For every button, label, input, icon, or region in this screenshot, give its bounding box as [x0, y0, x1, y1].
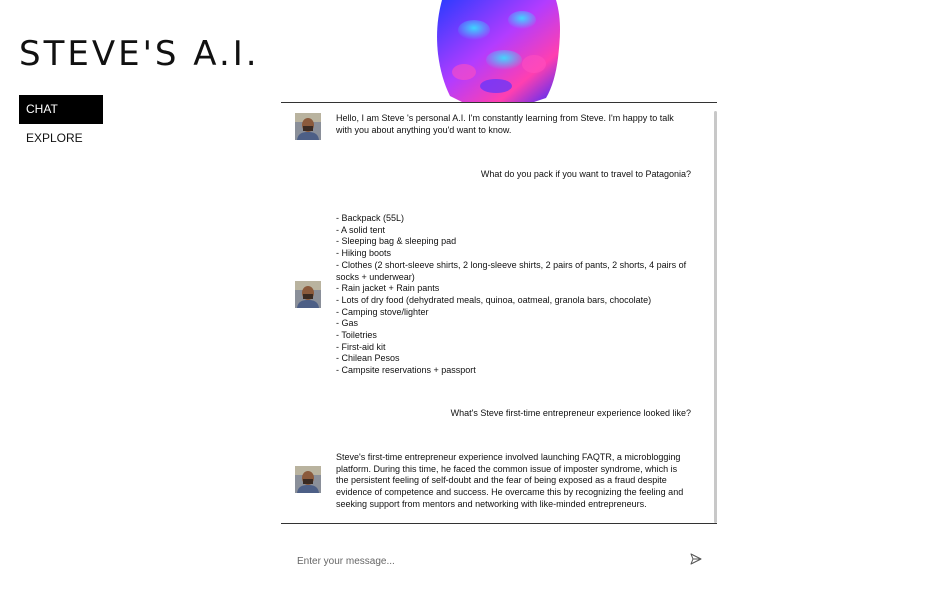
message-text: What do you pack if you want to travel to Patagonia? — [480, 169, 691, 179]
message-text: Hello, I am Steve 's personal A.I. I'm constantly learning from Steve. I'm happy to talk with you about anything you'd want to know. — [336, 113, 674, 135]
message-text: - Backpack (55L) - A solid tent - Sleeping bag & sleeping pad - Hiking boots - Clothes (2 short-sleeve shirts, 2 long-sleeve shirts, 2 pairs of pants, 2 shorts, 4 pairs of socks + underwear) - Rain jacket + Rain pants - Lots of dry food (dehydrated meals, quinoa, oatmeal, granola bars, chocolate) - Camping stove/lighter - Gas - Toiletries - First-aid kit - Chilean Pesos - Campsite reservations + passport — [336, 213, 687, 376]
avatar — [295, 466, 321, 493]
chat-panel[interactable] — [281, 102, 717, 524]
message-input[interactable] — [295, 553, 659, 569]
nav-item-chat[interactable]: CHAT — [19, 95, 103, 124]
app-logo: STEVE'S A.I. — [19, 34, 260, 74]
main-nav — [19, 95, 103, 153]
chat-scrollbar[interactable] — [714, 111, 717, 523]
avatar — [295, 113, 321, 140]
message-text: Steve's first-time entrepreneur experience involved launching FAQTR, a microblogging platform. During this time, he faced the common issue of imposter syndrome, which is the persistent feeling of self-doubt and the fear of being exposed as a fraud despite evidence of competence and success. He overcame this by recognizing the feeling and seeking support from mentors and networking with like-minded entrepreneurs. — [336, 452, 684, 509]
bot-message — [281, 113, 717, 143]
message-text: What's Steve first-time entrepreneur experience looked like? — [450, 408, 691, 418]
abstract-blob-graphic — [434, 0, 564, 102]
message-composer — [281, 545, 717, 575]
nav-item-explore[interactable]: EXPLORE — [26, 131, 83, 145]
send-icon[interactable] — [690, 552, 702, 564]
avatar — [295, 281, 321, 308]
